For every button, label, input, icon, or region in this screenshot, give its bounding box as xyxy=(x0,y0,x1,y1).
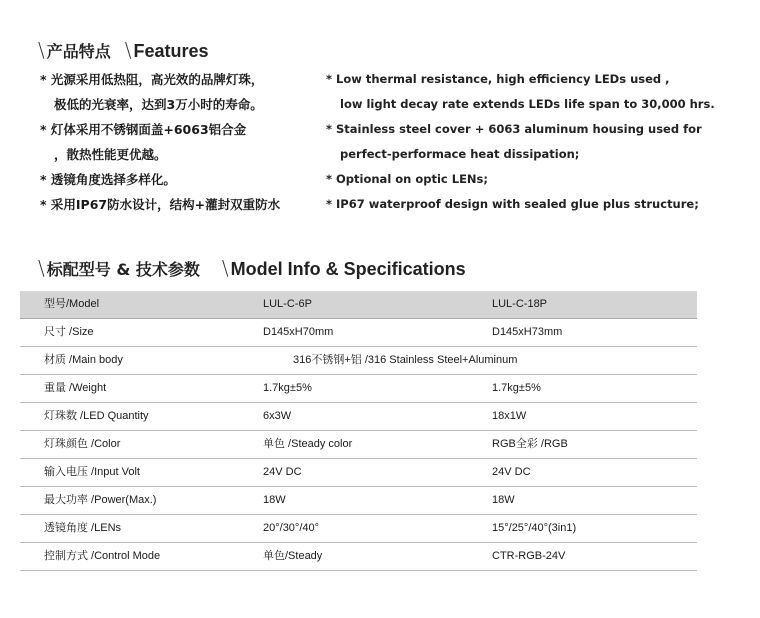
spec-table-header-row xyxy=(20,291,697,319)
spec-value: 18W xyxy=(263,494,286,506)
spec-head-model-18p: LUL-C-18P xyxy=(492,298,548,310)
specs-header xyxy=(38,256,466,280)
spec-label: 材质 /Main body xyxy=(44,354,123,366)
spec-head-model-6p: LUL-C-6P xyxy=(263,298,312,310)
features-header-en: Features xyxy=(133,41,209,61)
table-row xyxy=(20,459,697,487)
table-row xyxy=(20,543,697,571)
feature-en-line: low light decay rate extends LEDs life span to 30,000 hrs. xyxy=(340,97,715,111)
spec-value: 24V DC xyxy=(492,466,531,478)
spec-value: 20°/30°/40° xyxy=(263,522,320,534)
table-row xyxy=(20,487,697,515)
spec-value: 单色/Steady xyxy=(263,550,323,562)
header-slash-icon: \ xyxy=(124,38,132,62)
spec-value: CTR-RGB-24V xyxy=(492,550,566,562)
spec-value: RGB全彩 /RGB xyxy=(492,438,568,450)
spec-value: 6x3W xyxy=(263,410,292,422)
table-row xyxy=(20,347,697,375)
spec-value: 15°/25°/40°(3in1) xyxy=(492,522,577,534)
feature-en-line: * IP67 waterproof design with sealed glue plus structure; xyxy=(326,197,699,211)
spec-head-label: 型号/Model xyxy=(44,298,100,310)
table-row xyxy=(20,515,697,543)
feature-cn-line: * 透镜角度选择多样化。 xyxy=(40,172,176,187)
table-row xyxy=(20,319,697,347)
header-slash-icon: \ xyxy=(38,256,45,280)
feature-en-line: * Stainless steel cover + 6063 aluminum housing used for xyxy=(326,122,702,136)
spec-label: 灯珠颜色 /Color xyxy=(44,438,121,450)
feature-cn-line: * 采用IP67防水设计，结构+灌封双重防水 xyxy=(40,197,281,212)
features-header xyxy=(38,38,209,62)
specs-header-cn: 标配型号 & 技术参数 xyxy=(46,260,200,279)
header-slash-icon: \ xyxy=(38,38,45,62)
table-row xyxy=(20,375,697,403)
feature-cn-line: 极低的光衰率，达到3万小时的寿命。 xyxy=(54,97,263,112)
feature-en-line: perfect-performace heat dissipation; xyxy=(340,147,580,161)
spec-value: D145xH73mm xyxy=(492,326,563,338)
features-cn-list xyxy=(40,67,280,217)
spec-label: 透镜角度 /LENs xyxy=(44,522,122,534)
feature-en-line: * Low thermal resistance, high efficiency LEDs used , xyxy=(326,72,670,86)
spec-value: 24V DC xyxy=(263,466,302,478)
spec-value-spanning: 316不锈钢+铝 /316 Stainless Steel+Aluminum xyxy=(293,354,518,366)
feature-cn-line: ，散热性能更优越。 xyxy=(54,147,167,162)
header-slash-icon: \ xyxy=(221,256,229,280)
spec-label: 尺寸 /Size xyxy=(44,326,94,338)
spec-value: 18x1W xyxy=(492,410,527,422)
spec-table xyxy=(20,291,697,571)
features-en-list xyxy=(326,67,715,217)
specs-header-en: Model Info & Specifications xyxy=(230,259,466,279)
spec-value: 单色 /Steady color xyxy=(263,438,353,450)
feature-cn-line: * 灯体采用不锈钢面盖+6063铝合金 xyxy=(40,122,247,137)
feature-cn-line: * 光源采用低热阻，高光效的品牌灯珠， xyxy=(40,72,264,87)
spec-value: 1.7kg±5% xyxy=(263,382,312,394)
spec-label: 灯珠数 /LED Quantity xyxy=(44,410,149,422)
table-row xyxy=(20,431,697,459)
spec-label: 控制方式 /Control Mode xyxy=(44,550,161,562)
spec-label: 重量 /Weight xyxy=(44,382,107,394)
table-row xyxy=(20,403,697,431)
features-header-cn: 产品特点 xyxy=(46,42,111,61)
spec-label: 最大功率 /Power(Max.) xyxy=(44,494,157,506)
feature-en-line: * Optional on optic LENs; xyxy=(326,172,488,186)
spec-label: 输入电压 /Input Volt xyxy=(44,466,140,478)
spec-value: D145xH70mm xyxy=(263,326,334,338)
spec-value: 18W xyxy=(492,494,515,506)
spec-value: 1.7kg±5% xyxy=(492,382,541,394)
